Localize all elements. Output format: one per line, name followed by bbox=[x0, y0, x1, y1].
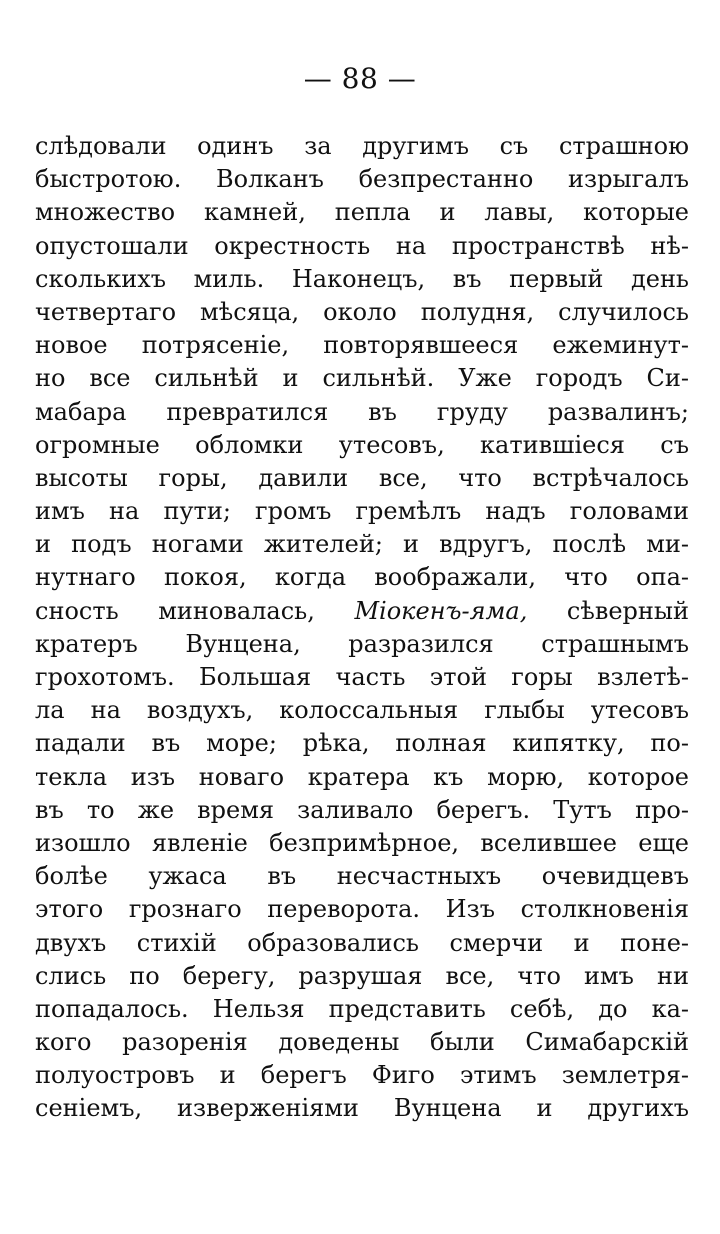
text-line: сеніемъ, изверженіями Вунцена и другихъ bbox=[35, 1094, 689, 1123]
text-line: двухъ стихій образовались смерчи и поне- bbox=[35, 928, 689, 957]
text-line: этого грознаго переворота. Изъ столкновенія bbox=[35, 895, 689, 924]
page-number: — 88 — bbox=[303, 62, 417, 95]
text-line: слись по берегу, разрушая все, что имъ ни bbox=[35, 961, 689, 990]
text-line: множество камней, пепла и лавы, которые bbox=[35, 198, 689, 227]
text-segment: сѣверный bbox=[527, 596, 689, 625]
text-segment: сность миновалась, bbox=[35, 596, 355, 625]
text-line: и подъ ногами жителей; и вдругъ, послѣ ми- bbox=[35, 530, 689, 559]
text-line: кратеръ Вунцена, разразился страшнымъ bbox=[35, 629, 689, 658]
italic-place-name: Міокенъ-яма, bbox=[354, 596, 528, 625]
text-line: быстротою. Волканъ безпрестанно изрыгалъ bbox=[35, 165, 689, 194]
text-line: полуостровъ и берегъ Фиго этимъ землетря- bbox=[35, 1061, 689, 1090]
text-line: въ то же время заливало берегъ. Тутъ про- bbox=[35, 795, 689, 824]
text-line: но все сильнѣй и сильнѣй. Уже городъ Си- bbox=[35, 364, 689, 393]
text-line: грохотомъ. Большая часть этой горы взлетѣ- bbox=[35, 663, 689, 691]
body-text bbox=[35, 130, 689, 1126]
text-line: огромные обломки утесовъ, катившіеся съ bbox=[35, 430, 689, 459]
text-line: опустошали окрестность на пространствѣ нѣ- bbox=[35, 231, 689, 260]
text-line: мабара превратился въ груду развалинъ; bbox=[35, 397, 689, 426]
text-line: кого разоренія доведены были Симабарскій bbox=[35, 1028, 689, 1057]
text-line: изошло явленіе безпримѣрное, вселившее еще bbox=[35, 828, 689, 857]
text-line: новое потрясеніе, повторявшееся ежеминут- bbox=[35, 331, 689, 360]
text-line: ла на воздухъ, колоссальныя глыбы утесовъ bbox=[35, 696, 689, 725]
text-line-mixed bbox=[35, 595, 689, 628]
text-line: сколькихъ миль. Наконецъ, въ первый день bbox=[35, 264, 689, 293]
text-line: болѣе ужаса въ несчастныхъ очевидцевъ bbox=[35, 862, 689, 891]
text-line: имъ на пути; громъ гремѣлъ надъ головами bbox=[35, 497, 689, 526]
text-line: слѣдовали одинъ за другимъ съ страшною bbox=[35, 132, 689, 160]
text-line: падали въ море; рѣка, полная кипятку, по- bbox=[35, 729, 689, 758]
text-line: текла изъ новаго кратера къ морю, которое bbox=[35, 762, 689, 791]
text-line: высоты горы, давили все, что встрѣчалось bbox=[35, 463, 689, 492]
text-line: нутнаго покоя, когда воображали, что опа- bbox=[35, 563, 689, 592]
text-line: четвертаго мѣсяца, около полудня, случилось bbox=[35, 297, 689, 326]
text-line: попадалось. Нельзя представить себѣ, до ка- bbox=[35, 994, 689, 1023]
